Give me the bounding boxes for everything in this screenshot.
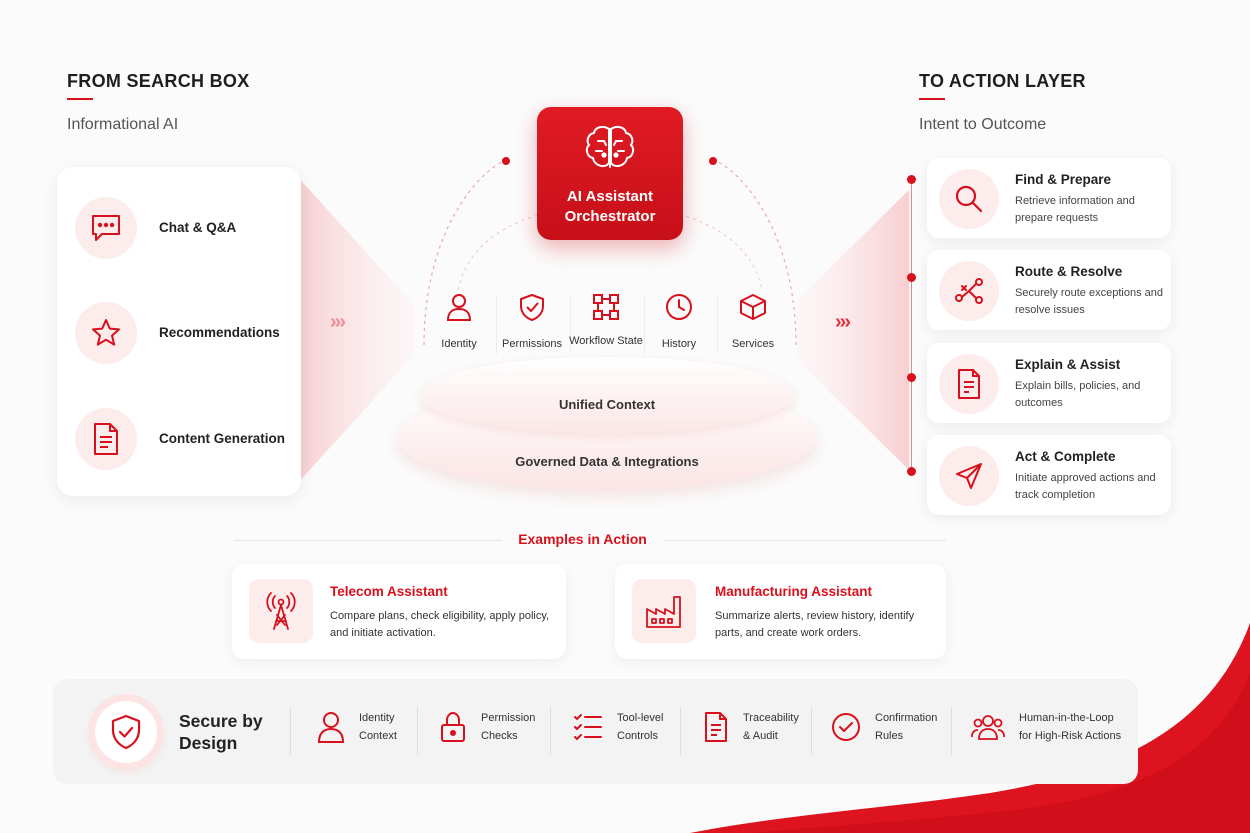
- context-item-identity: [419, 293, 499, 352]
- secure-item-human-in-the-loop: [971, 709, 1121, 745]
- ai-assistant-orchestrator: [537, 107, 683, 240]
- unified-context-label: Unified Context: [558, 397, 656, 412]
- context-item-label: Permissions: [502, 338, 562, 350]
- secure-divider: [951, 707, 952, 755]
- secure-item-label: Traceability & Audit: [743, 712, 799, 742]
- example-desc: Summarize alerts, review history, identify parts, and create work orders.: [715, 610, 915, 639]
- secure-item-label: Human-in-the-Loop for High-Risk Actions: [1019, 712, 1122, 742]
- example-desc: Compare plans, check eligibility, apply policy, and initiate activation.: [330, 610, 550, 639]
- chat-bubble-icon: [75, 197, 137, 259]
- timeline-dot: [907, 175, 916, 184]
- document-icon: [75, 408, 137, 470]
- left-item-content-generation: [75, 408, 289, 470]
- right-title: TO ACTION LAYER: [919, 71, 1086, 91]
- secure-item-tool-level-controls: [573, 709, 663, 745]
- timeline-dot: [907, 373, 916, 382]
- example-card-manufacturing: [615, 564, 946, 659]
- action-card-title: Find & Prepare: [1015, 172, 1112, 187]
- right-subtitle: Intent to Outcome: [919, 116, 1047, 133]
- timeline-dot: [907, 467, 916, 476]
- example-card-telecom: [232, 564, 566, 659]
- brain-icon: [583, 123, 637, 175]
- checklist-icon: [573, 712, 603, 742]
- context-item-label: Identity: [441, 338, 477, 350]
- secure-item-label: Permission Checks: [481, 712, 536, 742]
- clock-icon: [665, 293, 693, 321]
- context-item-label: History: [661, 338, 697, 350]
- context-item-services: [713, 293, 793, 352]
- secure-item-label: Tool-level Controls: [617, 712, 664, 742]
- left-item-recommendations: [75, 302, 289, 364]
- example-name: Telecom Assistant: [330, 584, 448, 599]
- left-item-label: Chat & Q&A: [159, 220, 237, 235]
- factory-icon: [632, 579, 696, 643]
- context-item-permissions: [492, 293, 572, 352]
- shield-check-icon: [95, 701, 157, 763]
- right-arrows-icon: ›››: [835, 311, 849, 333]
- action-card-find-prepare: [927, 158, 1171, 238]
- secure-divider: [290, 707, 291, 755]
- search-icon: [939, 169, 999, 229]
- context-item-label: Workflow State: [569, 335, 643, 347]
- left-subtitle: Informational AI: [67, 116, 179, 133]
- send-icon: [939, 446, 999, 506]
- unified-context-layer: [420, 357, 794, 433]
- secure-item-traceability-audit: [703, 709, 799, 745]
- context-item-history: [639, 293, 719, 352]
- secure-divider: [550, 707, 551, 755]
- secure-item-identity-context: [317, 709, 397, 745]
- document-icon: [703, 711, 729, 743]
- user-icon: [446, 293, 472, 321]
- user-icon: [317, 711, 345, 743]
- left-arrows-icon: ›››: [330, 311, 344, 333]
- secure-by-design-bar: [53, 679, 1138, 784]
- people-icon: [971, 713, 1005, 741]
- context-item-label: Services: [731, 338, 775, 350]
- left-item-label: Content Generation: [159, 431, 286, 446]
- action-card-desc: Securely route exceptions and resolve issues: [1015, 287, 1163, 316]
- workflow-icon: [592, 293, 620, 321]
- route-icon: [939, 261, 999, 321]
- check-circle-icon: [831, 712, 861, 742]
- secure-item-label: Identity Context: [359, 712, 397, 742]
- left-title: FROM SEARCH BOX: [67, 71, 250, 91]
- action-card-desc: Retrieve information and prepare requests: [1015, 195, 1135, 224]
- example-name: Manufacturing Assistant: [715, 584, 873, 599]
- cell-tower-icon: [249, 579, 313, 643]
- secure-title: Secure by Design: [179, 711, 263, 753]
- examples-title: Examples in Action: [518, 531, 647, 547]
- context-item-workflow-state: [566, 293, 646, 349]
- action-card-route-resolve: [927, 250, 1171, 330]
- shield-check-icon: [519, 293, 545, 321]
- action-card-explain-assist: [927, 343, 1171, 423]
- cube-icon: [739, 293, 767, 321]
- lock-icon: [439, 711, 467, 743]
- action-timeline: [911, 178, 912, 472]
- left-title-underline: [67, 98, 93, 100]
- action-card-title: Act & Complete: [1015, 449, 1116, 464]
- secure-divider: [811, 707, 812, 755]
- action-card-title: Explain & Assist: [1015, 357, 1121, 372]
- orchestrator-title: AI Assistant Orchestrator: [564, 188, 656, 225]
- secure-item-label: Confirmation Rules: [875, 712, 938, 742]
- star-icon: [75, 302, 137, 364]
- secure-item-confirmation-rules: [831, 709, 937, 745]
- right-funnel: [797, 190, 917, 470]
- secure-divider: [680, 707, 681, 755]
- left-item-chat: [75, 197, 289, 259]
- action-card-desc: Initiate approved actions and track completion: [1015, 472, 1156, 501]
- secure-item-permission-checks: [439, 709, 535, 745]
- informational-ai-card: [57, 167, 301, 496]
- invoice-icon: [939, 354, 999, 414]
- action-card-desc: Explain bills, policies, and outcomes: [1015, 380, 1141, 409]
- timeline-dot: [907, 273, 916, 282]
- secure-divider: [417, 707, 418, 755]
- governed-data-label: Governed Data & Integrations: [515, 454, 699, 469]
- right-title-underline: [919, 98, 945, 100]
- left-item-label: Recommendations: [159, 325, 280, 340]
- action-card-act-complete: [927, 435, 1171, 515]
- action-card-title: Route & Resolve: [1015, 264, 1123, 279]
